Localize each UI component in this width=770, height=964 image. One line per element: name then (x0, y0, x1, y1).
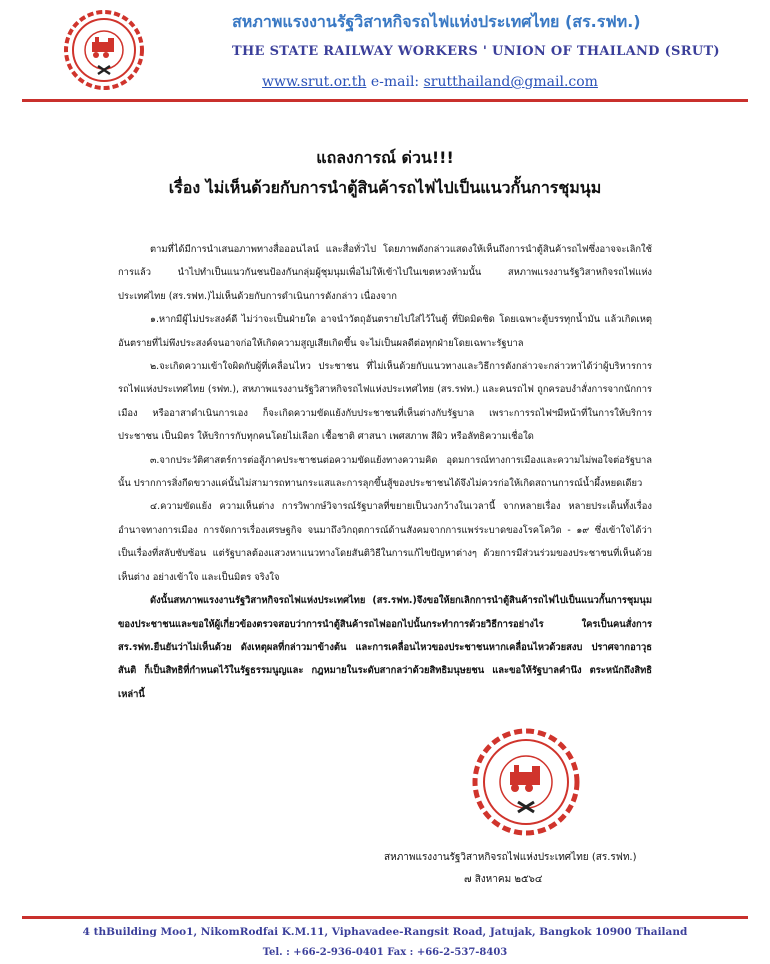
email-link[interactable]: srutthailand@gmail.com (423, 74, 598, 90)
signature-date: ๗ สิงหาคม ๒๕๖๔ (464, 874, 543, 885)
signature-organization: สหภาพแรงงานรัฐวิสาหกิจรถไฟแห่งประเทศไทย (สร.รฟท.) (384, 852, 637, 863)
footer-phone-fax: Tel. : +66-2-936-0401 Fax : +66-2-537-8403 (262, 947, 508, 958)
union-seal-stamp-icon (470, 726, 582, 838)
union-emblem-icon (62, 8, 146, 92)
email-label: e-mail: (370, 74, 420, 90)
letterhead (0, 0, 770, 100)
paragraph-closing: ดังนั้นสหภาพแรงงานรัฐวิสาหกิจรถไฟแห่งประเทศไทย (สร.รฟท.)จึงขอให้ยกเลิกการนำตู้สินค้ารถไฟไปเป็นแนวกั้นการชุมนุมของประชาชนและขอให้ผู้เกี่ยวข้องตรวจสอบว่าการนำตู้สินค้ารถไฟออกไปนั้นกระทำการด้วยวิธีการอย่างไร ใครเป็นคนสั่งการ สร.รฟท.ยืนยันว่าไม่เห็นด้วย ดังเหตุผลที่กล่าวมาข้างต้น และการเคลื่อนไหวของประชาชนหากเคลื่อนไหวด้วยสงบ ปราศจากอาวุธ สันติ ก็เป็นสิทธิที่กำหนดไว้ในรัฐธรรมนูญและ กฎหมายในระดับสากลว่าด้วยสิทธิมนุษยชน และขอให้รัฐบาลคำนึง ตระหนักถึงสิทธิเหล่านี้ (118, 595, 652, 700)
statement-body (118, 238, 652, 706)
org-name-thai: สหภาพแรงงานรัฐวิสาหกิจรถไฟแห่งประเทศไทย (สร.รฟท.) (232, 12, 641, 31)
paragraph-point-2: ๒.จะเกิดความเข้าใจผิดกับผู้ที่เคลื่อนไหว ประชาชน ที่ไม่เห็นด้วยกับแนวทางและวิธีการดังกล่าวจะกล่าวหาได้ว่าผู้บริหารการรถไฟแห่งประเทศไทย (รฟท.), สหภาพแรงงานรัฐวิสาหกิจรถไฟแห่งประเทศไทย (สร.รฟท.) และคนรถไฟ ถูกครอบงำสั่งการจากนักการเมือง หรืออาสาดำเนินการเอง ก็จะเกิดความขัดแย้งกับประชาชนที่เห็นต่างกับรัฐบาล เพราะการรถไฟฯมีหน้าที่ในการให้บริการประชาชน เป็นมิตร ให้บริการกับทุกคนโดยไม่เลือก เชื้อชาติ ศาสนา เพศสภาพ สีผิว หรือลัทธิความเชื่อใด (118, 361, 652, 443)
paragraph-point-4: ๔.ความขัดแย้ง ความเห็นต่าง การวิพากษ์วิจารณ์รัฐบาลที่ขยายเป็นวงกว้างในเวลานี้ จากหลายเรื่อง หลายประเด็นทั้งเรื่องอำนาจทางการเมือง การจัดการเรื่องเศรษฐกิจ จนมาถึงวิกฤตการณ์ด้านสังคมจากการแพร่ระบาดของโรคโควิด - ๑๙ ซึ่งเข้าใจได้ว่าเป็นเรื่องที่สลับซับซ้อน แต่รัฐบาลต้องแสวงหาแนวทางโดยสันติวิธีในการแก้ไขปัญหาต่างๆ ด้วยการมีส่วนร่วมของประชาชนที่เห็นด้วย เห็นต่าง อย่างเข้าใจ และเป็นมิตร จริงใจ (118, 501, 652, 583)
website-link[interactable]: www.srut.or.th (262, 74, 367, 90)
org-name-english: THE STATE RAILWAY WORKERS ' UNION OF THAILAND (SRUT) (232, 44, 720, 59)
paragraph-intro: ตามที่ได้มีการนำเสนอภาพทางสื่อออนไลน์ และสื่อทั่วไป โดยภาพดังกล่าวแสดงให้เห็นถึงการนำตู้สินค้ารถไฟซึ่งอาจจะเลิกใช้การแล้ว นำไปทำเป็นแนวกันชนป้องกันกลุ่มผู้ชุมนุมเพื่อไม่ให้เข้าไปในเขตหวงห้ามนั้น สหภาพแรงงานรัฐวิสาหกิจรถไฟแห่งประเทศไทย (สร.รฟท.)ไม่เห็นด้วยกับการดำเนินการดังกล่าว เนื่องจาก (118, 244, 652, 302)
paragraph-point-1: ๑.หากมีผู้ไม่ประสงค์ดี ไม่ว่าจะเป็นฝ่ายใด อาจนำวัตถุอันตรายไปใส่ไว้ในตู้ ที่ปิดมิดชิด โดยเฉพาะตู้บรรทุกน้ำมัน แล้วเกิดเหตุอันตรายที่ไม่พึงประสงค์จนอาจก่อให้เกิดความสูญเสียเกิดขึ้น จะไม่เป็นผลดีต่อทุกฝ่ายโดยเฉพาะรัฐบาล (118, 314, 652, 349)
paragraph-point-3: ๓.จากประวัติศาสตร์การต่อสู้ภาคประชาชนต่อความขัดแย้งทางความคิด อุดมการณ์ทางการเมืองและความไม่พอใจต่อรัฐบาลนั้น ปรากการสิ่งกีดขวางแค่นั้นไม่สามารถทานกระแสและการลุกขึ้นสู้ของประชาชนได้จึงไม่ควรก่อให้เกิดสถานการณ์น้ำผึ้งหยดเดียว (118, 454, 652, 490)
statement-title: แถลงการณ์ ด่วน!!! (316, 148, 454, 167)
footer-address: 4 thBuilding Moo1, NikomRodfai K.M.11, Viphavadee-Rangsit Road, Jatujak, Bangkok 10900 Thailand (82, 926, 688, 938)
statement-subject: เรื่อง ไม่เห็นด้วยกับการนำตู้สินค้ารถไฟไปเป็นแนวกั้นการชุมนุม (168, 178, 602, 197)
contact-line (262, 74, 598, 90)
footer-divider (22, 916, 748, 919)
header-divider (22, 99, 748, 102)
